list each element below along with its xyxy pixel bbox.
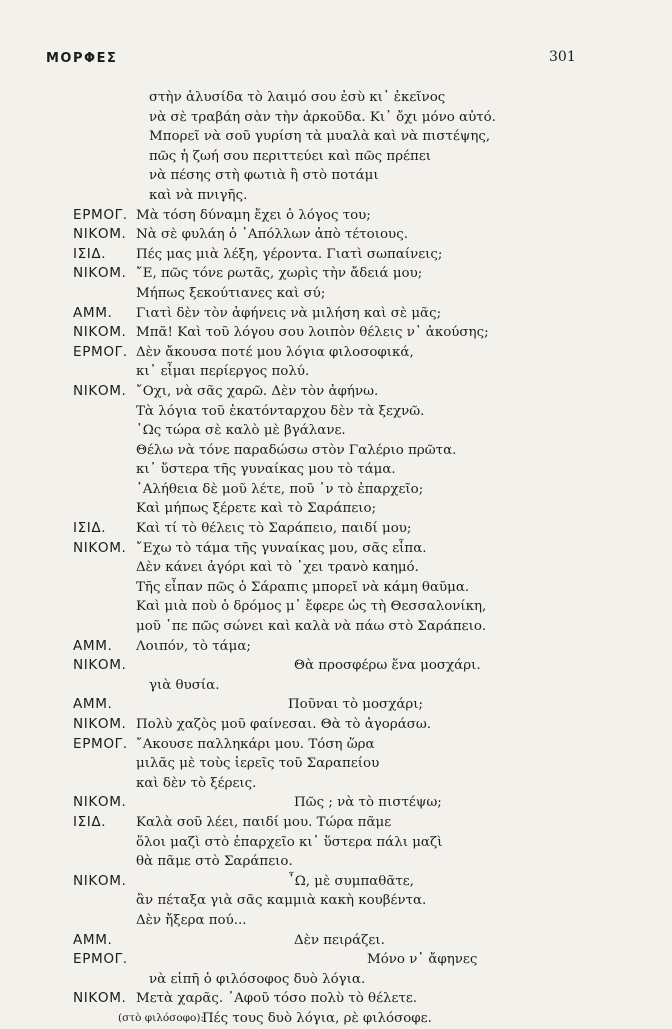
dialogue-line (0, 656, 672, 676)
dialogue-line (0, 695, 672, 715)
dialogue-line (0, 362, 672, 382)
speaker-name: ΝΙΚΟΜ. (73, 872, 127, 889)
speaker-name: ΑΜΜ. (73, 931, 113, 948)
line-text: καὶ νὰ πνιγῆς. (149, 187, 248, 203)
line-text: Πές μας μιὰ λέξη, γέροντα. Γιατὶ σωπαίνεις; (136, 246, 443, 262)
dialogue-line (0, 833, 672, 853)
line-text: Καὶ μιὰ ποὺ ὁ δρόμος μ᾿ ἔφερε ὡς τὴ Θεσσαλονίκη, (136, 599, 487, 615)
dialogue-line (0, 578, 672, 598)
dialogue-line (0, 597, 672, 617)
dialogue-line (0, 166, 672, 186)
line-text: νὰ σὲ τραβάη σὰν τὴν ἀρκοῦδα. Κι᾿ ὄχι μόνο αὐτό. (149, 109, 496, 125)
running-header-title: ΜΟΡΦΕΣ (46, 51, 118, 66)
line-text: ῎Εχω τὸ τάμα τῆς γυναίκας μου, σᾶς εἶπα. (136, 540, 427, 556)
line-text: Καλὰ σοῦ λέει, παιδί μου. Τώρα πᾶμε (136, 814, 392, 830)
dialogue-line (0, 88, 672, 108)
speaker-name: ΝΙΚΟΜ. (73, 716, 127, 732)
line-text: ἂν πέταξα γιὰ σᾶς καμμιὰ κακὴ κουβέντα. (136, 893, 427, 909)
line-text: Καὶ μήπως ξέρετε καὶ τὸ Σαράπειο; (136, 501, 377, 517)
dialogue-line (0, 323, 672, 343)
speaker-name: ΕΡΜΟΓ. (73, 951, 128, 968)
dialogue-line (0, 225, 672, 245)
dialogue-line (0, 284, 672, 304)
line-text: ῾Ως τώρα σὲ καλὸ μὲ βγάλανε. (136, 423, 346, 439)
dialogue-line (0, 715, 672, 735)
speaker-name: ΕΡΜΟΓ. (73, 343, 128, 360)
dialogue-line (0, 245, 672, 265)
dialogue-line (0, 558, 672, 578)
dialogue-line (0, 950, 672, 970)
dialogue-line (0, 519, 672, 539)
line-text: καὶ δὲν τὸ ξέρεις. (136, 775, 257, 791)
dialogue-line (0, 421, 672, 441)
dialogue-line (0, 989, 672, 1009)
dialogue-line (0, 206, 672, 226)
dialogue-line (0, 637, 672, 657)
dialogue-line (0, 539, 672, 559)
dialogue-line (0, 774, 672, 794)
line-text: ῎Οχι, νὰ σᾶς χαρῶ. Δὲν τὸν ἀφήνω. (136, 383, 379, 399)
speaker-name: ΝΙΚΟΜ. (73, 794, 127, 811)
speaker-name: ΙΣΙΔ. (73, 813, 107, 830)
dialogue-line (0, 480, 672, 500)
line-text: Μήπως ξεκούτιανες καὶ σύ; (136, 285, 326, 301)
dialogue-text (0, 88, 672, 1029)
line-text: Λοιπόν, τὸ τάμα; (136, 638, 251, 654)
line-text: πῶς ἡ ζωή σου περιττεύει καὶ πῶς πρέπει (149, 148, 432, 164)
dialogue-line (0, 186, 672, 206)
dialogue-line (0, 911, 672, 931)
line-text: Μόνο ν᾿ ἄφηνες (367, 952, 478, 968)
line-text: Μετὰ χαρᾶς. ᾿Αφοῦ τόσο πολὺ τὸ θέλετε. (136, 991, 418, 1007)
line-text: κι᾿ ὕστερα τῆς γυναίκας μου τὸ τάμα. (136, 462, 396, 478)
dialogue-line (0, 382, 672, 402)
speaker-name: ΑΜΜ. (73, 696, 113, 713)
dialogue-line (0, 402, 672, 422)
line-text: Πολὺ χαζὸς μοῦ φαίνεσαι. Θὰ τὸ ἀγοράσω. (136, 717, 432, 732)
line-text: θὰ πᾶμε στὸ Σαράπειο. (136, 854, 293, 870)
line-text: ῎Ε, πῶς τόνε ρωτᾶς, χωρὶς τὴν ἄδειά μου; (136, 266, 423, 282)
speaker-name: ΑΜΜ. (73, 304, 113, 321)
line-text: Τῆς εἶπαν πῶς ὁ Σάραπις μπορεῖ νὰ κάμη θαῦμα. (136, 579, 470, 595)
dialogue-line (0, 676, 672, 696)
dialogue-line (0, 754, 672, 774)
line-text: ῏Ω, μὲ συμπαθᾶτε, (288, 873, 414, 889)
dialogue-line (0, 343, 672, 363)
line-text: κι᾿ εἶμαι περίεργος πολύ. (136, 364, 310, 380)
dialogue-line (0, 813, 672, 833)
stage-direction: (στὸ φιλόσοφο): (118, 1011, 204, 1024)
speaker-name: ΝΙΚΟΜ. (73, 382, 127, 399)
dialogue-line (0, 499, 672, 519)
dialogue-line (0, 617, 672, 637)
line-text: ῎Ακουσε παλληκάρι μου. Τόση ὥρα (136, 736, 375, 752)
line-text: στὴν ἁλυσίδα τὸ λαιμό σου ἐσὺ κι᾿ ἐκεῖνος (149, 90, 446, 105)
dialogue-line (0, 735, 672, 755)
line-text: Ποῦναι τὸ μοσχάρι; (288, 697, 423, 713)
speaker-name: ΝΙΚΟΜ. (73, 226, 127, 243)
dialogue-line (0, 127, 672, 147)
dialogue-line (0, 108, 672, 128)
dialogue-line (0, 891, 672, 911)
line-text: γιὰ θυσία. (149, 677, 220, 693)
speaker-name: ΙΣΙΔ. (73, 520, 107, 537)
speaker-name: ΝΙΚΟΜ. (73, 657, 127, 674)
speaker-name: ΕΡΜΟΓ. (73, 206, 128, 223)
line-text: Θέλω νὰ τόνε παραδώσω στὸν Γαλέριο πρῶτα. (136, 442, 457, 458)
dialogue-line (0, 460, 672, 480)
speaker-name: ΕΡΜΟΓ. (73, 735, 128, 752)
line-text: Γιατὶ δὲν τὸν ἀφήνεις νὰ μιλήση καὶ σὲ μᾶς; (136, 305, 442, 321)
line-text: μοῦ ᾿πε πῶς σώνει καὶ καλὰ νὰ πάω στὸ Σαράπειο. (136, 619, 487, 635)
line-text: Μπᾶ! Καὶ τοῦ λόγου σου λοιπὸν θέλεις ν᾿ ἀκούσης; (136, 325, 489, 341)
line-text: Δὲν κάνει ἀγόρι καὶ τὸ ᾿χει τρανὸ καημό. (136, 560, 419, 576)
dialogue-line (0, 1009, 672, 1029)
line-text: νὰ πέσης στὴ φωτιὰ ἢ στὸ ποτάμι (149, 168, 379, 184)
line-text: μιλᾶς μὲ τοὺς ἱερεῖς τοῦ Σαραπείου (136, 756, 380, 772)
speaker-name: ΙΣΙΔ. (73, 245, 107, 262)
line-text: Καὶ τί τὸ θέλεις τὸ Σαράπειο, παιδί μου; (136, 521, 412, 537)
line-text: Μὰ τόση δύναμη ἔχει ὁ λόγος του; (136, 207, 371, 223)
line-text: νὰ εἰπῆ ὁ φιλόσοφος δυὸ λόγια. (149, 971, 366, 987)
dialogue-line (0, 852, 672, 872)
line-text: ὅλοι μαζὶ στὸ ἐπαρχεῖο κι᾿ ὕστερα πάλι μαζὶ (136, 834, 443, 850)
dialogue-line (0, 441, 672, 461)
line-text: Μπορεῖ νὰ σοῦ γυρίση τὰ μυαλὰ καὶ νὰ πιστέψης, (149, 129, 491, 145)
dialogue-line (0, 264, 672, 284)
speaker-name: ΝΙΚΟΜ. (73, 539, 127, 556)
dialogue-line (0, 931, 672, 951)
page-number: 301 (549, 49, 576, 65)
line-text: Τὰ λόγια τοῦ ἑκατόνταρχου δὲν τὰ ξεχνῶ. (136, 403, 425, 419)
dialogue-line (0, 970, 672, 990)
line-text: Πῶς ; νὰ τὸ πιστέψω; (294, 795, 442, 811)
dialogue-line (0, 793, 672, 813)
speaker-name: ΝΙΚΟΜ. (73, 990, 127, 1007)
dialogue-line (0, 147, 672, 167)
line-text: Δὲν πειράζει. (294, 932, 385, 948)
line-text: Πές τους δυὸ λόγια, ρὲ φιλόσοφε. (202, 1010, 432, 1026)
line-text: Δὲν ἤξερα πού... (136, 912, 247, 928)
speaker-name: ΝΙΚΟΜ. (73, 265, 127, 282)
line-text: Θὰ προσφέρω ἕνα μοσχάρι. (294, 658, 481, 674)
speaker-name: ΝΙΚΟΜ. (73, 324, 127, 341)
dialogue-line (0, 304, 672, 324)
line-text: Νὰ σὲ φυλάη ὁ ᾿Απόλλων ἀπὸ τέτοιους. (136, 227, 408, 243)
line-text: ᾿Αλήθεια δὲ μοῦ λέτε, ποῦ ᾿ν τὸ ἐπαρχεῖο; (136, 481, 424, 497)
line-text: Δὲν ἄκουσα ποτέ μου λόγια φιλοσοφικά, (136, 344, 414, 360)
speaker-name: ΑΜΜ. (73, 637, 113, 654)
dialogue-line (0, 872, 672, 892)
